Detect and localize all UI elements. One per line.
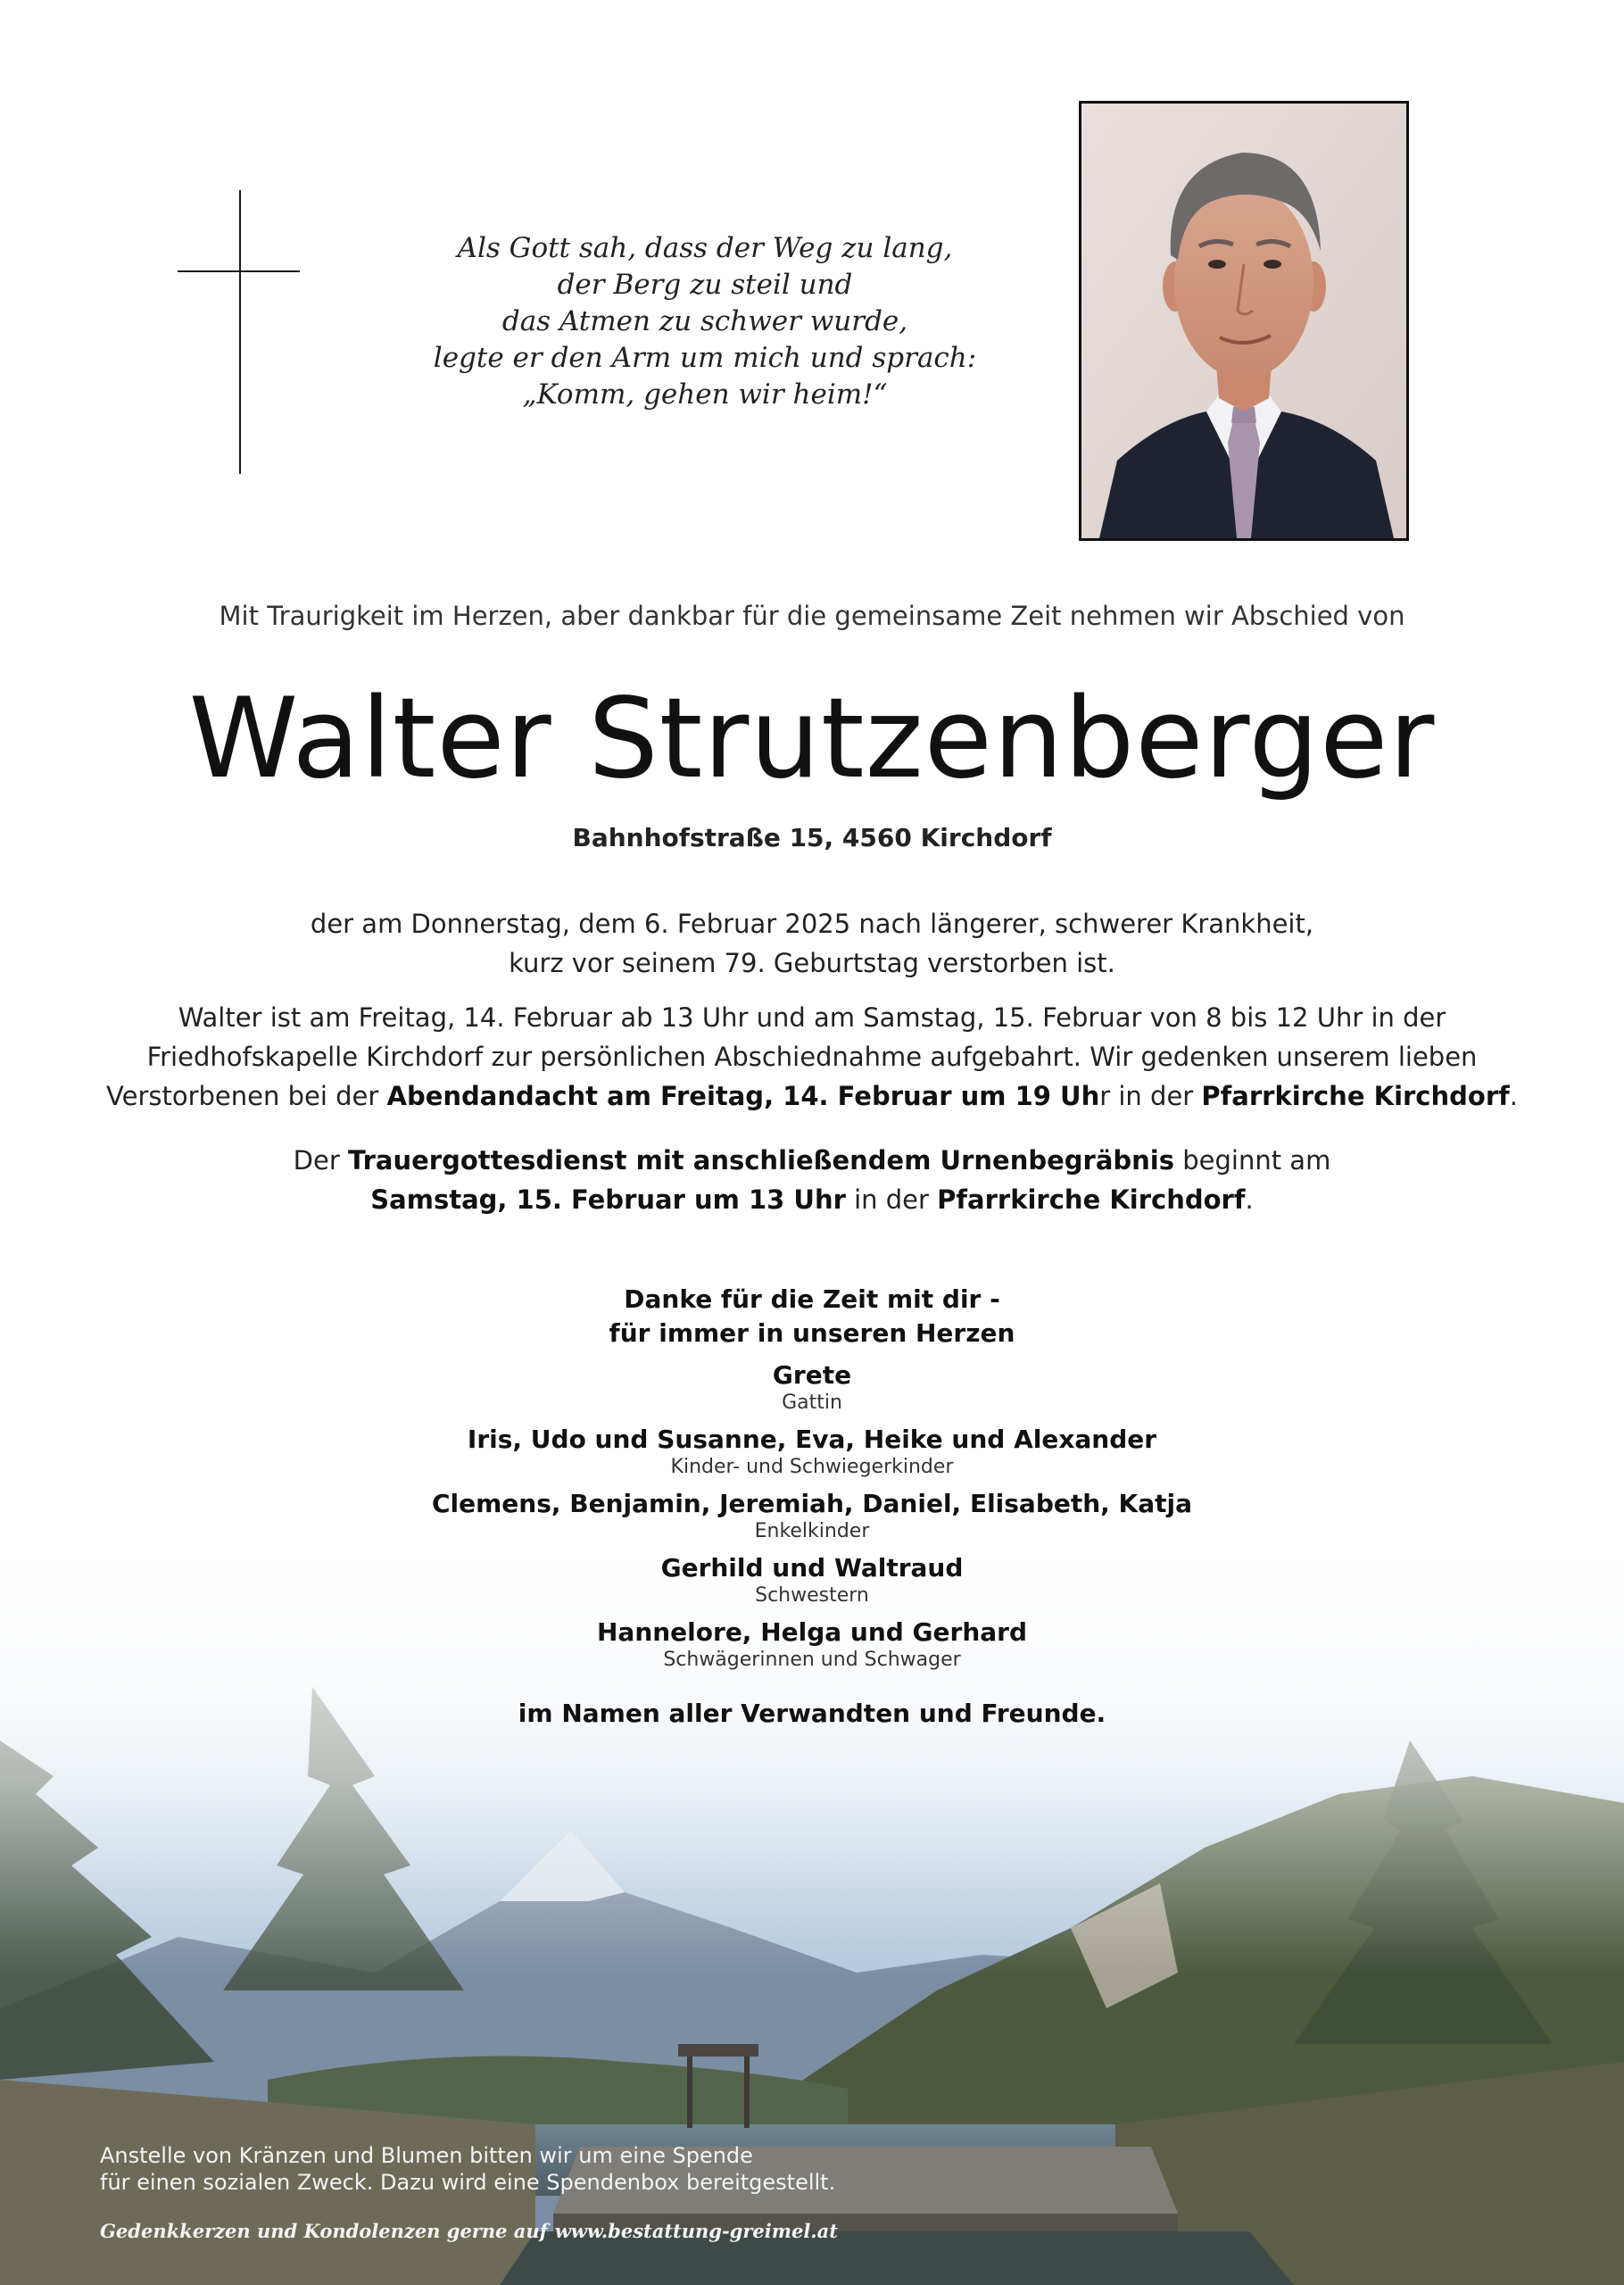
family-relation: Kinder- und Schwiegerkinder — [670, 1456, 954, 1478]
cross-icon — [239, 190, 241, 474]
cross-icon-bar — [178, 270, 300, 272]
thanks-line: Danke für die Zeit mit dir - — [624, 1284, 1000, 1314]
donation-note — [100, 2142, 835, 2196]
thanks-line: für immer in unseren Herzen — [609, 1318, 1015, 1348]
footer-text: Gedenkkerzen und Kondolenzen gerne auf — [100, 2220, 548, 2242]
family-names: Iris, Udo und Susanne, Eva, Heike und Alexander — [467, 1425, 1157, 1454]
funeral-text: . — [1245, 1184, 1254, 1215]
family-relation: Schwestern — [755, 1584, 869, 1607]
family-names: Hannelore, Helga und Gerhard — [596, 1617, 1028, 1647]
funeral-text: beginnt am — [1174, 1145, 1331, 1176]
funeral-line — [0, 1141, 1624, 1180]
funeral-line — [0, 1180, 1624, 1219]
donation-note-line: Anstelle von Kränzen und Blumen bitten wir um eine Spende — [100, 2143, 753, 2168]
family-relation: Schwägerinnen und Schwager — [663, 1649, 961, 1671]
family-relation: Gattin — [782, 1392, 842, 1414]
death-notice-line: der am Donnerstag, dem 6. Februar 2025 nach längerer, schwerer Krankheit, — [310, 909, 1314, 939]
intro-text: Mit Traurigkeit im Herzen, aber dankbar für die gemeinsame Zeit nehmen wir Abschied von — [219, 601, 1405, 631]
deceased-address: Bahnhofstraße 15, 4560 Kirchdorf — [572, 823, 1052, 852]
viewing-line: Friedhofskapelle Kirchdorf zur persönlichen Abschiednahme aufgebahrt. Wir gedenken unserem lieben — [146, 1042, 1478, 1072]
footer — [100, 2220, 845, 2243]
viewing-text: Verstorbenen bei der — [106, 1081, 387, 1111]
evening-service: Abendandacht am Freitag, 14. Februar um 19 Uh — [386, 1081, 1100, 1111]
poem-line: „Komm, gehen wir heim!“ — [522, 378, 888, 411]
death-notice — [0, 904, 1624, 983]
viewing-line — [0, 1076, 1624, 1116]
viewing-text: . — [1509, 1081, 1518, 1111]
poem-line: das Atmen zu schwer wurde, — [501, 305, 908, 337]
portrait-photo — [1079, 101, 1409, 541]
poem-line: der Berg zu steil und — [557, 269, 853, 301]
family-names: Clemens, Benjamin, Jeremiah, Daniel, Elisabeth, Katja — [431, 1489, 1193, 1518]
family-names: Grete — [772, 1360, 852, 1390]
viewing-info — [0, 998, 1624, 1116]
church-name: Pfarrkirche Kirchdorf — [937, 1184, 1246, 1215]
poem-line: legte er den Arm um mich und sprach: — [433, 342, 977, 374]
viewing-text: r in der — [1099, 1081, 1202, 1111]
church-name: Pfarrkirche Kirchdorf — [1201, 1081, 1510, 1111]
family-relation: Enkelkinder — [754, 1520, 870, 1542]
funeral-text: Der — [293, 1145, 348, 1176]
portrait-illustration — [1081, 104, 1406, 538]
viewing-line: Walter ist am Freitag, 14. Februar ab 13 Uhr und am Samstag, 15. Februar von 8 bis 12 Uhr in der — [178, 1002, 1446, 1033]
family-signatures — [0, 1283, 1624, 1731]
closing-line: im Namen aller Verwandten und Freunde. — [518, 1699, 1106, 1728]
death-notice-line: kurz vor seinem 79. Geburtstag verstorben ist. — [509, 948, 1115, 978]
poem-line: Als Gott sah, dass der Weg zu lang, — [457, 232, 953, 264]
funeral-info — [0, 1141, 1624, 1219]
family-names: Gerhild und Waltraud — [660, 1553, 964, 1583]
funeral-text: in der — [845, 1184, 938, 1215]
poem — [384, 230, 1026, 413]
funeral-date: Samstag, 15. Februar um 13 Uhr — [370, 1184, 846, 1215]
deceased-name: Walter Strutzenberger — [188, 675, 1436, 803]
donation-note-line: für einen sozialen Zweck. Dazu wird eine Spendenbox bereitgestellt. — [100, 2170, 836, 2195]
website-link[interactable]: www.bestattung-greimel.at — [554, 2220, 838, 2242]
funeral-service: Trauergottesdienst mit anschließendem Urnenbegräbnis — [347, 1145, 1175, 1176]
